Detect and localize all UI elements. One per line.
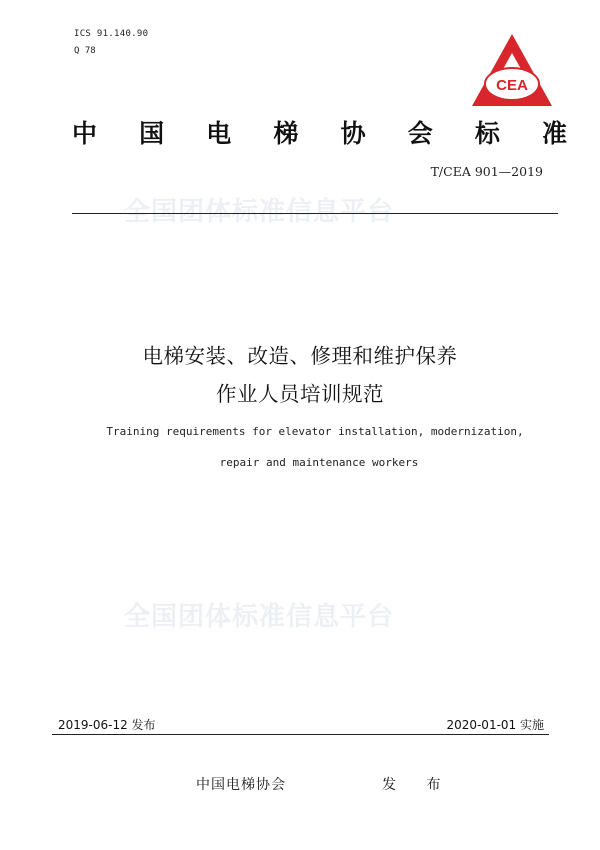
chinese-title-line-1: 电梯安装、改造、修理和维护保养	[142, 344, 458, 368]
english-title-line-2: repair and maintenance workers	[219, 456, 419, 469]
cea-logo	[470, 32, 554, 110]
publisher-name: 中国电梯协会	[196, 777, 286, 793]
ics-code: ICS 91.140.90	[74, 29, 149, 39]
implementation-date: 2020-01-01 实施	[446, 718, 544, 732]
org-title-char: 中	[72, 119, 98, 148]
org-title-char: 电	[206, 119, 232, 148]
organization-standard-title	[72, 114, 567, 150]
chinese-title-line-2: 作业人员培训规范	[216, 382, 384, 406]
org-title-char: 标	[474, 119, 500, 148]
ccs-code: Q 78	[74, 46, 96, 56]
english-title-line-1: Training requirements for elevator installation, modernization,	[106, 425, 524, 438]
issue-date: 2019-06-12 发布	[58, 718, 156, 732]
org-title-char: 会	[407, 119, 433, 148]
org-title-char: 协	[340, 119, 366, 148]
org-title-char: 梯	[273, 119, 299, 148]
bottom-divider	[52, 734, 549, 735]
org-title-char: 准	[541, 119, 567, 148]
cea-logo-icon	[470, 32, 554, 110]
watermark-text: 全国团体标准信息平台	[124, 602, 395, 632]
publish-label: 发 布	[382, 777, 449, 793]
org-title-char: 国	[139, 119, 165, 148]
watermark-text: 全国团体标准信息平台	[124, 197, 395, 227]
standard-number: T/CEA 901—2019	[430, 164, 543, 179]
logo-text: CEA	[496, 77, 528, 94]
top-divider	[72, 213, 558, 214]
